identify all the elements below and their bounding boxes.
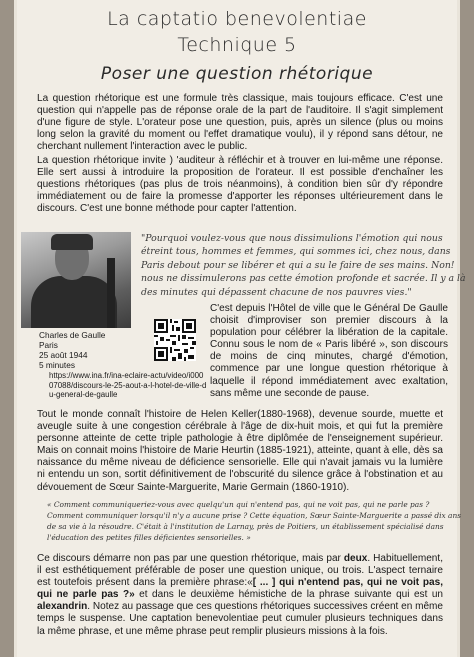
conclusion-paragraph xyxy=(37,553,443,638)
de-gaulle-photo xyxy=(21,232,131,328)
video-link[interactable]: https://www.ina.fr/ina-eclaire-actu/video/i00007088/discours-le-25-aout-a-l-hotel-de-ville-du-general-de-gaulle xyxy=(49,371,207,400)
caption-city: Paris xyxy=(39,340,58,350)
qr-code-icon[interactable] xyxy=(154,319,196,361)
page-title: La captatio benevolentiae xyxy=(107,8,367,30)
conclusion-bold-1: deux xyxy=(343,553,368,564)
section-heading: Poser une question rhétorique xyxy=(100,64,374,84)
conclusion-bold-2: [ ... ] qui n'entend pas, qui ne voit pas, qui ne parle pas ?» xyxy=(37,577,443,601)
document-page xyxy=(14,0,466,657)
caption-date: 25 août 1944 xyxy=(39,350,88,360)
caption-duration: 5 minutes xyxy=(39,360,75,370)
technique-number: Technique 5 xyxy=(177,34,297,56)
intro-paragraph-1: La question rhétorique est une formule très classique, mais toujours efficace. C'est une question qui n'appelle pas de réponse orale de la part de l'auditoire. Il s'agit simplement d'une figure de style. L'orateur pose une question, puis, après un silence (plus ou moins long selon la gravité du moment ou l'effet dramatique voulu), il y répond sans détour, ne cherchant nullement l'interaction avec le public. xyxy=(37,93,443,153)
conclusion-text-1: Ce discours démarre non pas par une question rhétorique, mais par xyxy=(37,553,344,564)
conclusion-bold-3: alexandrin xyxy=(37,601,88,613)
intro-paragraph-2: La question rhétorique invite ) 'auditeur à réfléchir et à trouver en lui-même une réponse. Elle sert aussi à introduire la proposition de l'orateur. Il est possible d'enchaîner les questions rhétoriques (pas plus de trois néanmoins), à condition bien sûr d'y répondre immédiatement ou de faire la promesse d'apporter les réponses ultérieurement dans le discours. C'est une bonne méthode pour capter l'attention. xyxy=(37,155,443,215)
caption-name: Charles de Gaulle xyxy=(39,330,106,340)
context-paragraph: C'est depuis l'Hôtel de ville que le Général De Gaulle choisit d'improviser son premier discours à la population pour célébrer la libération de la capitale. Connu sous le nom de « Paris libéré », son discours de moins de cinq minutes, chargé d'émotion, commence par une longue question rhétorique à laquelle il répond immédiatement avec exaltation, sans même une seconde de pause. xyxy=(210,303,448,399)
keller-paragraph: Tout le monde connaît l'histoire de Helen Keller(1880-1968), devenue sourde, muette et aveugle suite à une congestion cérébrale à l'âge de dix-huit mois, et qui fut la première personne atteinte de cette triple pathologie à être diplômée de l'enseignement supérieur. Mais on connait moins l'histoire de Marie Heurtin (1885-1921), atteinte, quant à elle, dès sa naissance du même niveau de déficience sensorielle. Elle qui n'avait jamais vu la lumière ni entendu un son, sortit définitivement de l'obscurité du silence grâce à l'obstination et au dévouement de Sœur Sainte-Marguerite, Marie Germain (1860-1910). xyxy=(37,409,443,493)
conclusion-text-2: . Habituellement, il est esthétiquement préférable de poser une question unique, ou trois. L'aspect ternaire est toutefois présent dans la première phrase:« xyxy=(37,553,443,589)
conclusion-text-4: . Notez au passage que ces questions rhétoriques successives créent en même temps le suspense. Une captation benevolentiae peut cumuler plusieurs techniques dans la même phrase, et une même phrase peut remplir plusieurs missions à la fois. xyxy=(37,601,444,637)
de-gaulle-quote: "Pourquoi voulez-vous que nous dissimulions l'émotion qui nous étreint tous, hommes et femmes, qui sommes ici, chez nous, dans Paris debout pour se libérer et qui a su le faire de ses mains. Non! nous ne dissimulerons pas cette émotion profonde et sacrée. Il y a là des minutes qui dépassent chacune de nos pauvres vies." xyxy=(141,233,466,298)
conclusion-text-3: et dans le deuxième hémistiche de la phrase suivante qui est un xyxy=(134,589,444,601)
keller-quote: « Comment communiqueriez-vous avec quelqu'un qui n'entend pas, qui ne voit pas, qui ne parle pas ? Comment communiquer lorsqu'il n'y a aucune prise ? Cette équation, Sœur Sainte-Marguerite a passé dix ans de sa vie à la résoudre. C'était à l'institution de Larnay, près de Poitiers, un établissement spécialisé dans l'éducation des petites filles déficientes sensorielles. » xyxy=(47,500,462,543)
